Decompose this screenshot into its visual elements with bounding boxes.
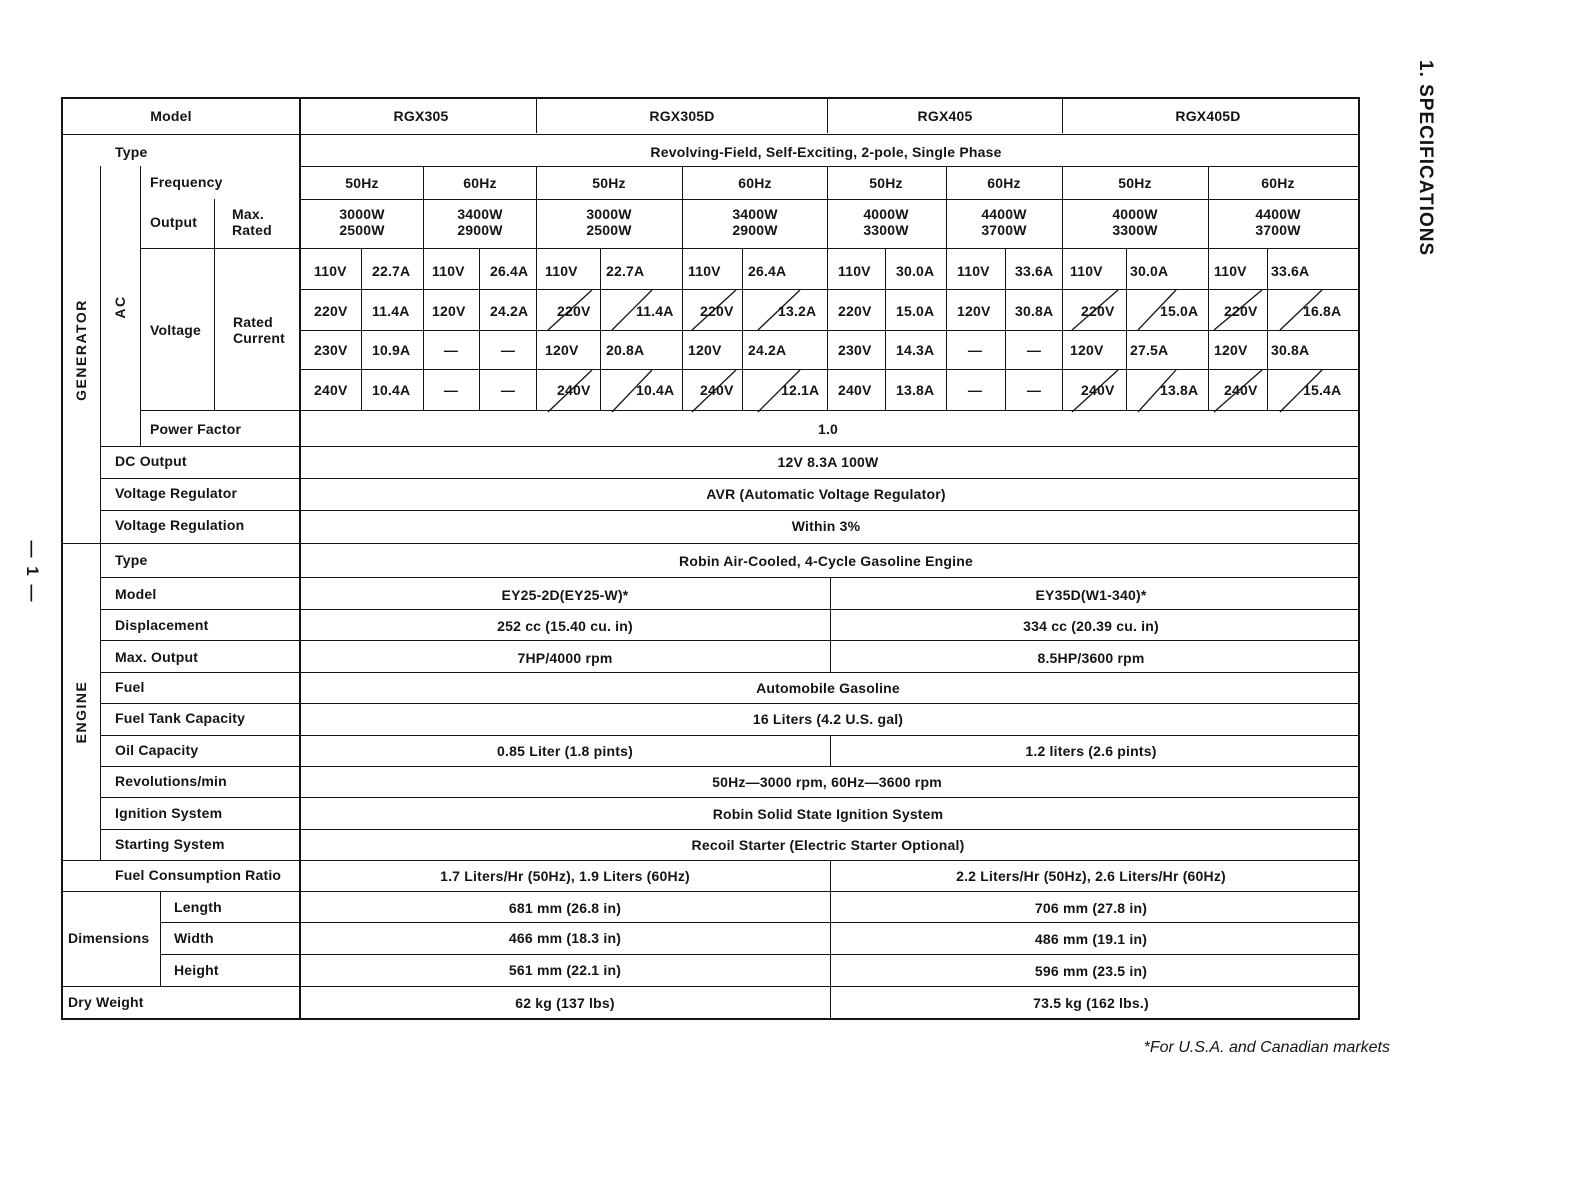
ac-group-label: AC — [112, 295, 128, 319]
voltage-cell: 120V — [1214, 342, 1248, 358]
current-cell: 13.2A — [778, 303, 817, 319]
freq-cell: 60Hz — [738, 175, 772, 191]
ignition-value: Robin Solid State Ignition System — [712, 806, 944, 822]
revolutions-value: 50Hz—3000 rpm, 60Hz—3600 rpm — [712, 774, 942, 790]
page-number: — 1 — — [23, 540, 42, 604]
freq-cell: 50Hz — [345, 175, 379, 191]
current-cell: 13.8A — [1160, 382, 1199, 398]
output-rated-cell: 2500W — [339, 222, 385, 238]
current-cell: — — [500, 382, 516, 398]
fuel-label: Fuel — [115, 679, 145, 695]
starting-label: Starting System — [115, 836, 225, 852]
voltage-regulator-value: AVR (Automatic Voltage Regulator) — [706, 486, 946, 502]
engine-model-label: Model — [115, 586, 157, 602]
output-rated-cell: 2900W — [457, 222, 503, 238]
output-rated-cell: 3300W — [863, 222, 909, 238]
voltage-cell: — — [443, 342, 459, 358]
engine-type-value: Robin Air-Cooled, 4-Cycle Gasoline Engine — [679, 553, 973, 569]
output-rated-cell: 3300W — [1112, 222, 1158, 238]
voltage-cell: 110V — [314, 263, 347, 279]
displacement-label: Displacement — [115, 617, 209, 633]
current-cell: 30.0A — [896, 263, 935, 279]
voltage-cell: 120V — [688, 342, 722, 358]
displacement-value: 252 cc (15.40 cu. in) — [497, 618, 633, 634]
model-rgx305: RGX305 — [393, 108, 449, 124]
type-label: Type — [115, 144, 148, 160]
ignition-label: Ignition System — [115, 805, 223, 821]
frequency-label: Frequency — [150, 174, 223, 190]
current-cell: 14.3A — [896, 342, 935, 358]
max-output-value: 7HP/4000 rpm — [517, 650, 613, 666]
starting-value: Recoil Starter (Electric Starter Optional) — [691, 837, 965, 853]
voltage-cell: 120V — [1070, 342, 1104, 358]
output-label: Output — [150, 214, 198, 230]
power-factor-value: 1.0 — [817, 421, 839, 437]
generator-group-label: GENERATOR — [73, 299, 89, 401]
voltage-cell: — — [967, 382, 983, 398]
freq-cell: 60Hz — [987, 175, 1021, 191]
voltage-cell: 230V — [838, 342, 872, 358]
output-max-cell: 4000W — [1112, 206, 1158, 222]
rated-current-label-1: Rated — [233, 314, 273, 330]
voltage-cell: 110V — [1214, 263, 1247, 279]
freq-cell: 50Hz — [592, 175, 626, 191]
dry-weight-value: 73.5 kg (162 lbs.) — [1033, 995, 1149, 1011]
current-cell: 11.4A — [372, 303, 410, 319]
voltage-cell: — — [443, 382, 459, 398]
fuel-consumption-label: Fuel Consumption Ratio — [115, 867, 282, 883]
current-cell: 11.4A — [636, 303, 674, 319]
output-max-cell: 4400W — [1255, 206, 1301, 222]
voltage-cell: 220V — [838, 303, 872, 319]
max-label: Max. — [232, 206, 264, 222]
dc-output-label: DC Output — [115, 453, 187, 469]
generator-type-value: Revolving-Field, Self-Exciting, 2-pole, Single Phase — [650, 144, 1002, 160]
current-cell: 10.4A — [372, 382, 411, 398]
height-value: 561 mm (22.1 in) — [508, 962, 622, 978]
voltage-cell: 220V — [314, 303, 348, 319]
current-cell: — — [1026, 382, 1042, 398]
voltage-cell: 120V — [545, 342, 579, 358]
fuel-value: Automobile Gasoline — [756, 680, 900, 696]
dry-weight-label: Dry Weight — [68, 994, 144, 1010]
voltage-cell: — — [967, 342, 983, 358]
current-cell: 33.6A — [1271, 263, 1310, 279]
current-cell: 10.9A — [372, 342, 411, 358]
current-cell: 20.8A — [606, 342, 645, 358]
voltage-cell: 110V — [688, 263, 721, 279]
model-rgx405d: RGX405D — [1175, 108, 1241, 124]
current-cell: 30.8A — [1271, 342, 1310, 358]
dc-output-value: 12V 8.3A 100W — [777, 454, 879, 470]
current-cell: 22.7A — [372, 263, 411, 279]
model-rgx305d: RGX305D — [649, 108, 715, 124]
current-cell: 24.2A — [748, 342, 787, 358]
rated-current-label-2: Current — [233, 330, 285, 346]
voltage-cell: 220V — [557, 303, 591, 319]
displacement-value: 334 cc (20.39 cu. in) — [1023, 618, 1159, 634]
oil-capacity-value: 0.85 Liter (1.8 pints) — [497, 743, 633, 759]
oil-capacity-value: 1.2 liters (2.6 pints) — [1025, 743, 1157, 759]
current-cell: — — [500, 342, 516, 358]
current-cell: 24.2A — [490, 303, 529, 319]
footnote: *For U.S.A. and Canadian markets — [1143, 1039, 1390, 1056]
engine-type-label: Type — [115, 552, 148, 568]
engine-model-value: EY25-2D(EY25-W)* — [501, 587, 629, 603]
voltage-cell: 110V — [838, 263, 871, 279]
output-max-cell: 3400W — [457, 206, 503, 222]
output-max-cell: 3000W — [586, 206, 632, 222]
max-output-label: Max. Output — [115, 649, 199, 665]
output-rated-cell: 3700W — [1255, 222, 1301, 238]
freq-cell: 60Hz — [1261, 175, 1295, 191]
current-cell: 15.0A — [1160, 303, 1199, 319]
current-cell: 27.5A — [1130, 342, 1169, 358]
current-cell: 10.4A — [636, 382, 675, 398]
current-cell: 30.8A — [1015, 303, 1054, 319]
current-cell: — — [1026, 342, 1042, 358]
voltage-cell: 120V — [432, 303, 466, 319]
width-value: 486 mm (19.1 in) — [1034, 931, 1148, 947]
height-value: 596 mm (23.5 in) — [1034, 963, 1148, 979]
output-max-cell: 4000W — [863, 206, 909, 222]
voltage-cell: 110V — [957, 263, 990, 279]
voltage-cell: 240V — [1224, 382, 1258, 398]
output-max-cell: 3400W — [732, 206, 778, 222]
voltage-cell: 220V — [700, 303, 734, 319]
fuel-consumption-value: 1.7 Liters/Hr (50Hz), 1.9 Liters (60Hz) — [440, 868, 690, 884]
current-cell: 26.4A — [490, 263, 529, 279]
dimensions-label: Dimensions — [68, 930, 150, 946]
current-cell: 12.1A — [781, 382, 820, 398]
current-cell: 15.4A — [1303, 382, 1342, 398]
freq-cell: 50Hz — [869, 175, 903, 191]
voltage-cell: 240V — [1081, 382, 1115, 398]
output-rated-cell: 2500W — [586, 222, 632, 238]
voltage-regulation-value: Within 3% — [791, 518, 861, 534]
output-max-cell: 4400W — [981, 206, 1027, 222]
voltage-cell: 120V — [957, 303, 991, 319]
current-cell: 15.0A — [896, 303, 935, 319]
power-factor-label: Power Factor — [150, 421, 242, 437]
output-rated-cell: 2900W — [732, 222, 778, 238]
freq-cell: 60Hz — [463, 175, 497, 191]
oil-capacity-label: Oil Capacity — [115, 742, 199, 758]
current-cell: 16.8A — [1303, 303, 1342, 319]
revolutions-label: Revolutions/min — [115, 773, 227, 789]
voltage-cell: 110V — [545, 263, 578, 279]
current-cell: 26.4A — [748, 263, 787, 279]
voltage-cell: 110V — [432, 263, 465, 279]
width-value: 466 mm (18.3 in) — [508, 930, 622, 946]
model-header: Model — [150, 108, 192, 124]
rated-label: Rated — [232, 222, 272, 238]
fuel-tank-label: Fuel Tank Capacity — [115, 710, 246, 726]
freq-cell: 50Hz — [1118, 175, 1152, 191]
engine-model-value: EY35D(W1-340)* — [1035, 587, 1147, 603]
width-label: Width — [174, 930, 214, 946]
current-cell: 22.7A — [606, 263, 645, 279]
voltage-cell: 240V — [838, 382, 872, 398]
max-output-value: 8.5HP/3600 rpm — [1037, 650, 1145, 666]
length-value: 706 mm (27.8 in) — [1034, 900, 1148, 916]
voltage-cell: 240V — [700, 382, 734, 398]
voltage-label: Voltage — [150, 322, 201, 338]
voltage-regulation-label: Voltage Regulation — [115, 517, 245, 533]
engine-group-label: ENGINE — [73, 680, 89, 744]
current-cell: 30.0A — [1130, 263, 1169, 279]
model-rgx405: RGX405 — [917, 108, 973, 124]
fuel-consumption-value: 2.2 Liters/Hr (50Hz), 2.6 Liters/Hr (60Hz) — [956, 868, 1226, 884]
fuel-tank-value: 16 Liters (4.2 U.S. gal) — [752, 711, 904, 727]
output-rated-cell: 3700W — [981, 222, 1027, 238]
voltage-cell: 240V — [314, 382, 348, 398]
voltage-cell: 240V — [557, 382, 591, 398]
section-title: 1. SPECIFICATIONS — [1415, 60, 1436, 257]
current-cell: 33.6A — [1015, 263, 1054, 279]
voltage-regulator-label: Voltage Regulator — [115, 485, 238, 501]
length-label: Length — [174, 899, 222, 915]
voltage-cell: 220V — [1081, 303, 1115, 319]
voltage-cell: 110V — [1070, 263, 1103, 279]
height-label: Height — [174, 962, 219, 978]
length-value: 681 mm (26.8 in) — [508, 900, 622, 916]
voltage-cell: 230V — [314, 342, 348, 358]
dry-weight-value: 62 kg (137 lbs) — [515, 995, 615, 1011]
voltage-cell: 220V — [1224, 303, 1258, 319]
output-max-cell: 3000W — [339, 206, 385, 222]
current-cell: 13.8A — [896, 382, 935, 398]
